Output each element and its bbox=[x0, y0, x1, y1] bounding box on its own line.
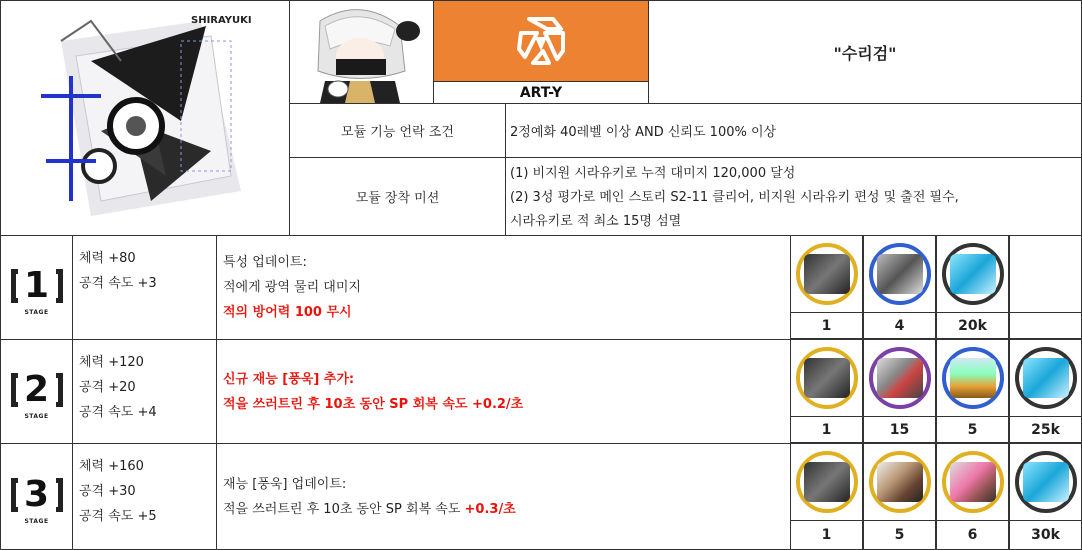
stage-3-material-1 bbox=[790, 443, 863, 521]
stage-3-material-4 bbox=[1009, 443, 1082, 521]
module-art-caption: SHIRAYUKI bbox=[191, 15, 252, 26]
trait-line: 재능 [풍욱] 업데이트: bbox=[223, 476, 347, 492]
polymerized-gel-icon bbox=[869, 347, 931, 409]
stage-3-material-3-count: 6 bbox=[936, 520, 1009, 550]
module-shuriken-icon bbox=[511, 11, 571, 71]
stage-2-material-4 bbox=[1009, 339, 1082, 417]
stat-line: 체력 +80 bbox=[79, 251, 136, 266]
stat-line: 공격 +30 bbox=[79, 484, 136, 499]
crystalline-component-icon bbox=[869, 243, 931, 305]
operator-portrait bbox=[289, 0, 434, 104]
trait-text: 적을 쓰러트린 후 10초 동안 SP 회복 속도 bbox=[223, 501, 465, 517]
stage-2-material-2 bbox=[863, 339, 936, 417]
unlock-condition-text: 2정예화 40레벨 이상 AND 신뢰도 100% 이상 bbox=[505, 103, 1082, 158]
lmd-ticket-icon bbox=[1015, 451, 1077, 513]
trait-highlight: 적의 방어력 100 무시 bbox=[223, 305, 352, 320]
stage-2-badge bbox=[0, 339, 73, 444]
module-artwork-illustration bbox=[1, 1, 289, 235]
trait-highlight: 신규 재능 [풍욱] 추가: bbox=[223, 371, 355, 387]
stage-number: 1 bbox=[23, 264, 50, 306]
module-name: "수리검" bbox=[648, 0, 1082, 104]
stage-number: 3 bbox=[23, 473, 50, 515]
module-data-block-icon bbox=[796, 347, 858, 409]
mission-text bbox=[505, 157, 1082, 236]
stage-3-stats bbox=[72, 443, 217, 550]
stage-2-stats bbox=[72, 339, 217, 444]
stage-1-material-3 bbox=[936, 235, 1009, 313]
solidified-fiber-board-icon bbox=[942, 347, 1004, 409]
stat-line: 공격 속도 +3 bbox=[79, 276, 157, 291]
stage-1-badge bbox=[0, 235, 73, 340]
mission-line: (1) 비지원 시라유키로 누적 대미지 120,000 달성 bbox=[510, 166, 796, 181]
stage-2-material-3 bbox=[936, 339, 1009, 417]
mission-line: 시라유키로 적 최소 15명 섬멸 bbox=[510, 214, 682, 229]
stage-1-material-2-count: 4 bbox=[863, 312, 936, 339]
stat-line: 공격 +20 bbox=[79, 380, 136, 395]
module-artwork bbox=[0, 0, 290, 236]
stage-3-material-3 bbox=[936, 443, 1009, 521]
stage-1-material-1-count: 1 bbox=[790, 312, 863, 339]
stage-3-badge bbox=[0, 443, 73, 550]
stat-line: 체력 +120 bbox=[79, 355, 144, 370]
module-code: ART-Y bbox=[433, 81, 649, 104]
stage-3-material-4-count: 30k bbox=[1009, 520, 1082, 550]
mission-label: 모듈 장착 미션 bbox=[289, 157, 506, 236]
mission-line: (2) 3성 평가로 메인 스토리 S2-11 클리어, 비지원 시라유키 편성 및 출전 필수, bbox=[510, 190, 959, 205]
stat-line: 체력 +160 bbox=[79, 459, 144, 474]
stage-1-material-4-empty bbox=[1009, 235, 1082, 313]
stage-2-material-4-count: 25k bbox=[1009, 416, 1082, 443]
module-data-block-icon bbox=[796, 243, 858, 305]
stage-1-material-4-count bbox=[1009, 312, 1082, 339]
stage-2-material-1-count: 1 bbox=[790, 416, 863, 443]
stage-2-material-2-count: 15 bbox=[863, 416, 936, 443]
stage-3-trait bbox=[216, 443, 791, 550]
stage-2-material-3-count: 5 bbox=[936, 416, 1009, 443]
trait-highlight: +0.3/초 bbox=[464, 501, 516, 517]
stat-line: 공격 속도 +5 bbox=[79, 509, 157, 524]
trait-line bbox=[223, 497, 784, 522]
stage-label: STAGE bbox=[24, 412, 49, 420]
stage-3-material-1-count: 1 bbox=[790, 520, 863, 550]
stage-1-material-2 bbox=[863, 235, 936, 313]
stage-1-material-3-count: 20k bbox=[936, 312, 1009, 339]
stage-1-stats bbox=[72, 235, 217, 340]
lmd-ticket-icon bbox=[1015, 347, 1077, 409]
refined-solvent-icon bbox=[942, 451, 1004, 513]
stage-3-material-2-count: 5 bbox=[863, 520, 936, 550]
stage-2-trait bbox=[216, 339, 791, 444]
stage-1-material-1 bbox=[790, 235, 863, 313]
operator-portrait-illustration bbox=[290, 1, 433, 103]
unlock-condition-label: 모듈 기능 언락 조건 bbox=[289, 103, 506, 158]
trait-highlight: 적을 쓰러트린 후 10초 동안 SP 회복 속도 +0.2/초 bbox=[223, 396, 524, 412]
lmd-ticket-icon bbox=[942, 243, 1004, 305]
stage-3-material-2 bbox=[863, 443, 936, 521]
stat-line: 공격 속도 +4 bbox=[79, 405, 157, 420]
trait-line: 특성 업데이트: bbox=[223, 255, 307, 270]
incandescent-alloy-block-icon bbox=[869, 451, 931, 513]
module-data-block-icon bbox=[796, 451, 858, 513]
stage-label: STAGE bbox=[24, 517, 49, 525]
stage-number: 2 bbox=[23, 368, 50, 410]
module-type-icon-box bbox=[433, 0, 649, 82]
stage-label: STAGE bbox=[24, 308, 49, 316]
stage-2-material-1 bbox=[790, 339, 863, 417]
stage-1-trait bbox=[216, 235, 791, 340]
trait-line: 적에게 광역 물리 대미지 bbox=[223, 280, 361, 295]
